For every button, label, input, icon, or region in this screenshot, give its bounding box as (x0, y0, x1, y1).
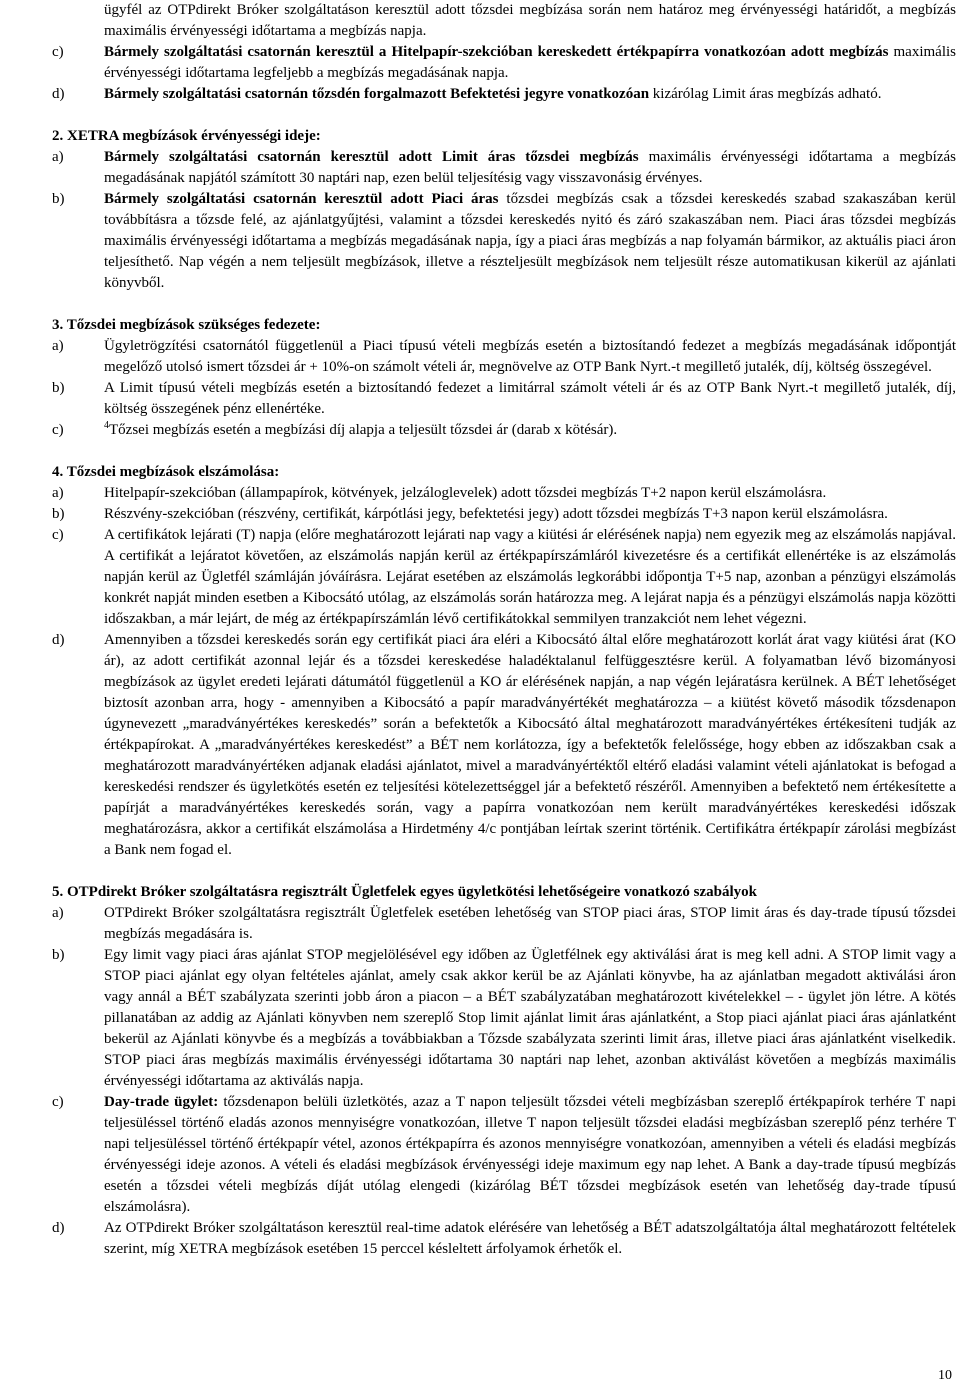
item-b (52, 504, 956, 525)
item-text: Tőzsei megbízás esetén a megbízási díj alapja a teljesült tőzsdei ár (darab x kötésár). (109, 422, 618, 438)
item-c (52, 420, 956, 441)
item-text: Amennyiben a tőzsdei kereskedés során egy certifikát piaci ára eléri a Kibocsátó által előre meghatározott korlát árat vagy kiütési árat (KO ár), az adott certifikát azonnal lejár és a tőzsdei kereskedése haladéktalanul felfüggesztésre kerül. A folyamatban lévő bizományosi megbízások az ügylet eredeti lejárati dátumától függetlenül a KO ár elérésének napján, a nap végén lejáratásra kerülnek. A BÉT lehetőséget biztosít azonban arra, hogy - amennyiben a Kibocsátó a papír maradványértékét meghatározza – a kiütést követő második tőzsdenapon úgynevezett „maradványértékes kereskedés” során a befektetők a Kibocsátó által meghatározott maradványértékes értékesíteni tudják az értékpapírokat. A „maradványértékes kereskedést” a BÉT nem korlátozza, így a befektetők felelőssége, hogy ebben az időszakban csak a meghatározott maradványértéken adjanak eladási ajánlatot, mivel a maradványértéktől eltérő eladási valamint vételi ajánlatokat is befogad a kereskedési rendszer és ügyletkötés esetén ez teljesítési kötelezettséggel jár a befektető részéről. Amennyiben a befektető nem értékesítette a papírját a maradványértékes kereskedés során, vagy a papírra vonatkozóan nem került maradványértékes kereskedési időszak meghatározásra, akkor a certifikát elszámolása a Hirdetmény 4/c pontjában leírtak szerint történik. Certifikátra értékpapír zárolási megbízást a Bank nem fogad el. (104, 632, 956, 858)
item-text: tőzsdei megbízás csak a tőzsdei kereskedés szabad szakaszában kerül továbbításra a tőzsde felé, az ajánlatgyűjtési, valamint a tőzsdei kereskedés nyitó és záró szakaszában nem. Piaci áras tőzsdei megbízás maximális érvényességi időtartama a megbízás megadásának napja, így a piaci áras megbízás a nap folyamán bármikor, az aktuális piaci áron teljesíthető. Nap végén a nem teljesült megbízások, illetve a részteljesült megbízások nem teljesült része automatikusan kikerül az ajánlati könyvből. (104, 191, 957, 291)
item-label: b) (52, 191, 65, 207)
item-d (52, 1218, 956, 1260)
item-c-hitelpapir (52, 42, 956, 84)
item-bold-text: Bármely szolgáltatási csatornán keresztül a Hitelpapír-szekcióban kereskedett értékpapírra vonatkozóan adott megbízás (104, 44, 889, 60)
section-heading: 2. XETRA megbízások érvényességi ideje: (52, 128, 321, 144)
item-label: a) (52, 485, 64, 501)
section-heading: 3. Tőzsdei megbízások szükséges fedezete: (52, 317, 321, 333)
item-bold-text: Bármely szolgáltatási csatornán tőzsdén forgalmazott Befektetési jegyre vonatkozóan (104, 86, 650, 102)
item-text: tőzsdenapon belüli üzletkötés, azaz a T napon teljesült tőzsdei vételi megbízásban szereplő értékpapírok terhére T napi teljesüléssel történő eladás azonos mennyiségre vonatkozóan, illetve T napon teljesült tőzsdei eladási megbízásban szereplő pénz terhére T napi teljesüléssel történő értékpapír vétel, azonos értékpapírra és azonos mennyiségre vonatkozóan, amennyiben a vételi és eladási megbízás érvényességi ideje azonos. A vételi és eladási megbízások érvényességi ideje maximum egy nap lehet. A Bank a day-trade típusú megbízás esetén a tőzsdei vételi megbízás díját utólag elengedi (kizárólag BÉT tőzsdei megbízások esetén van lehetőség day-trade típusú elszámolásra). (104, 1094, 956, 1215)
item-a (52, 903, 956, 945)
item-label: d) (52, 632, 65, 648)
item-label: c) (52, 422, 64, 438)
item-text: Az OTPdirekt Bróker szolgáltatáson keresztül real-time adatok elérésére van lehetőség a BÉT adatszolgáltatója által meghatározott feltételek szerint, míg XETRA megbízások esetében 15 perccel késleltett árfolyamok érhetők el. (104, 1220, 956, 1257)
item-b (52, 189, 956, 294)
section-2 (52, 126, 956, 294)
item-label: a) (52, 905, 64, 921)
item-c (52, 1092, 956, 1218)
section-4 (52, 462, 956, 861)
item-text: maximális érvényességi időtartama a megbízás megadásának napjától számított 30 naptári nap, ezen belül teljesítésig vagy visszavonásig érvényes. (104, 149, 956, 186)
item-text: Részvény-szekcióban (részvény, certifikát, kárpótlási jegy, befektetési jegy) adott tőzsdei megbízás T+3 napon kerül elszámolásra. (104, 506, 888, 522)
item-bold-text: Bármely szolgáltatási csatornán keresztül adott Limit áras tőzsdei megbízás (104, 149, 639, 165)
item-text: Ügyletrögzítési csatornától függetlenül a Piaci típusú vételi megbízás esetén a biztosítandó fedezet a megbízás megadásának időpontját megelőző utolsó ismert tőzsdei ár + 10%-on számolt vételi ár, megnövelve az OTP Bank Nyrt.-t megillető jutalék, díj, költség összegével. (104, 338, 956, 375)
item-text: Egy limit vagy piaci áras ajánlat STOP megjelölésével egy időben az Ügletfélnek egy aktiválási árat is meg kell adni. A STOP limit vagy a STOP piaci ajánlat egy olyan feltételes ajánlat, amely csak akkor kerül be az Ajánlati könyvbe, ha az ajánlatban megadott aktiválási áron vagy annál a BÉT szabályzata szerinti jobb áron a piacon – a BÉT szabályzatában meghatározott kivételekkel – - ügylet jön létre. A kötés pillanatában az addig az Ajánlati könyvben nem szereplő Stop limit ajánlat limit áras ajánlatként, a Stop piaci ajánlat piaci áras ajánlatként bekerül az Ajánlati könyvbe és a megbízás a továbbiakban a Tőzsde szabályzata szerinti limit áras, illetve piaci áras ajánlatként viselkedik. STOP piaci áras megbízás maximális érvényességi időtartama 30 naptári nap lehet, azonban aktiválást követően a megbízás maximális érvényességi időtartama az aktiválás napja. (104, 947, 956, 1089)
item-b (52, 945, 956, 1092)
item-a (52, 147, 956, 189)
item-bold-text: Bármely szolgáltatási csatornán keresztül adott Piaci áras (104, 191, 499, 207)
item-a (52, 483, 956, 504)
item-text: A Limit típusú vételi megbízás esetén a biztosítandó fedezet a limitárral számolt vételi ár és az OTP Bank Nyrt.-t megillető jutalék, díj, költség összegének pénz ellenértéke. (104, 380, 956, 417)
item-text: maximális érvényességi időtartama legfeljebb a megbízás megadásának napja. (104, 44, 956, 81)
item-label: d) (52, 1220, 65, 1236)
item-label: c) (52, 1094, 64, 1110)
item-d (52, 630, 956, 861)
section-3 (52, 315, 956, 441)
item-label: c) (52, 44, 64, 60)
item-c (52, 525, 956, 630)
document-page (52, 0, 956, 1260)
item-a (52, 336, 956, 378)
item-text: A certifikátok lejárati (T) napja (előre meghatározott lejárati nap vagy a kiütési ár elérésének napja) nem egyezik meg az elszámolás napjával. A certifikát a lejáratot követően, az elszámolás napján kerül az értékpapírszámláról kivezetésre és a certifikát ellenértéke is az elszámolás napján kerül az Ügletfél számláján jóváírásra. Lejárat esetében az elszámolás legkorábbi időpontja T+5 nap, azonban a pénzügyi elszámolás konkrét napját minden esetben a Kibocsátó utólag, az elszámolás során határozza meg. A lejárat napja és a pénzügyi elszámolás napja közötti időszakban, a már lejárt, de még az értékpapírszámlán lévő certifikátokkal semmilyen tranzakciót nem lehet végezni. (104, 527, 956, 627)
continued-item-text: ügyfél az OTPdirekt Bróker szolgáltatáson keresztül adott tőzsdei megbízása során nem határoz meg érvényességi határidőt, a megbízás maximális érvényességi időtartama a megbízás napja. (104, 2, 956, 39)
item-bold-text: Day-trade ügylet: (104, 1094, 219, 1110)
item-label: b) (52, 947, 65, 963)
item-label: a) (52, 338, 64, 354)
item-label: c) (52, 527, 64, 543)
item-label: d) (52, 86, 65, 102)
item-text: OTPdirekt Bróker szolgáltatásra regisztrált Ügletfelek esetében lehetőség van STOP piaci áras, STOP limit áras és day-trade típusú tőzsdei megbízás megadására is. (104, 905, 956, 942)
footnote-marker: 4 (104, 420, 109, 431)
item-text: Hitelpapír-szekcióban (állampapírok, kötvények, jelzáloglevelek) adott tőzsdei megbízás T+2 napon kerül elszámolásra. (104, 485, 827, 501)
item-b (52, 378, 956, 420)
section-heading: 5. OTPdirekt Bróker szolgáltatásra regisztrált Ügletfelek egyes ügyletkötési lehetőségeire vonatkozó szabályok (52, 884, 758, 900)
section-heading: 4. Tőzsdei megbízások elszámolása: (52, 464, 280, 480)
page-number: 10 (938, 1368, 952, 1383)
section-5 (52, 882, 956, 1260)
item-label: b) (52, 380, 65, 396)
item-text: kizárólag Limit áras megbízás adható. (649, 86, 882, 102)
item-label: b) (52, 506, 65, 522)
item-label: a) (52, 149, 64, 165)
item-d-befektetesi-jegy (52, 84, 956, 105)
